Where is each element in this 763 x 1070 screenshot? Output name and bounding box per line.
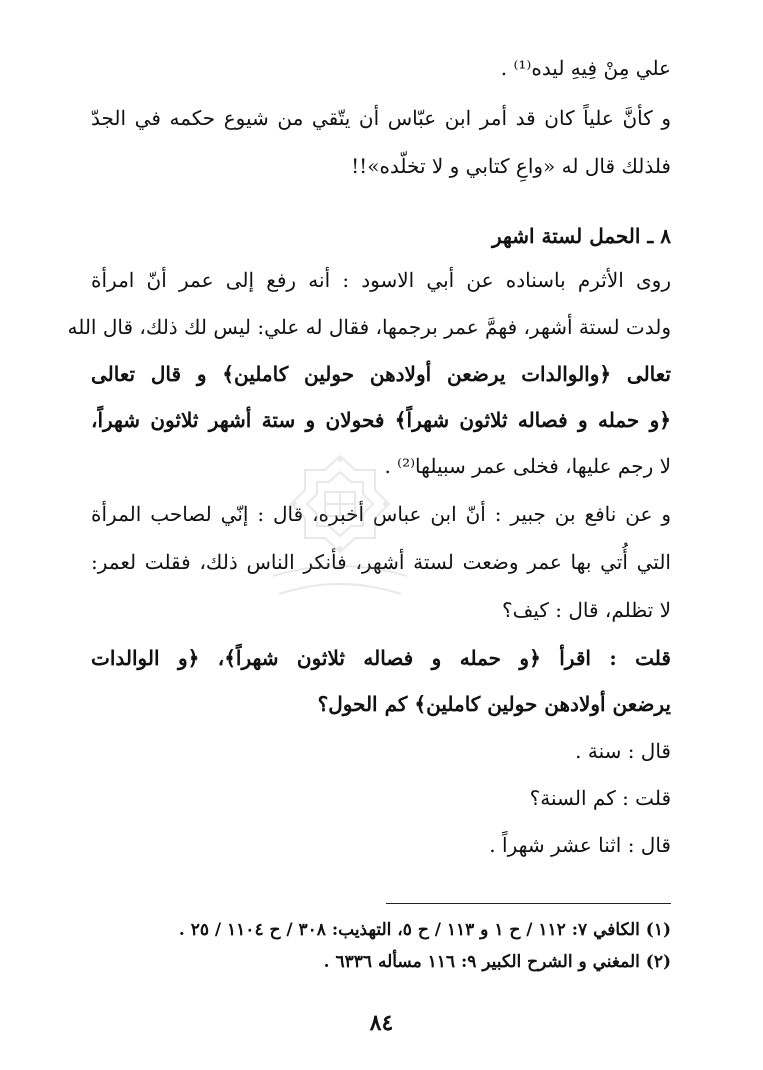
text-line-12: قلت : اقرأ ﴿و حمله و فصاله ثلاثون شهراً﴾، ﴿و الوالدات (91, 646, 671, 670)
text-line-7: ﴿و حمله و فصاله ثلاثون شهراً﴾ فحولان و ستة أشهر ثلاثون شهراً، (91, 408, 671, 432)
text-line-4: روى الأثرم باسناده عن أبي الاسود : أنه رفع إلى عمر أنّ امرأة (91, 268, 671, 292)
text-line-2: و كأنَّ علياً كان قد أمر ابن عبّاس أن يتّقي من شيوع حكمه في الجدّ (91, 106, 671, 130)
text-line-6: تعالى ﴿والوالدات يرضعن أولادهن حولين كاملين﴾ و قال تعالى (91, 362, 671, 386)
text-line-3: فلذلك قال له «واعِ كتابي و لا تخلّده»!! (351, 154, 671, 178)
text-line-14: قال : سنة . (575, 739, 671, 763)
text-line-10: التي أُتي بها عمر وضعت لستة أشهر، فأنكر الناس ذلك، فقلت لعمر: (91, 550, 671, 574)
footnote-separator (386, 903, 671, 904)
page-number: ٨٤ (369, 1010, 394, 1036)
text-line-15: قلت : كم السنة؟ (529, 786, 671, 810)
text-line-5: ولدت لستة أشهر، فهمَّ عمر برجمها، فقال له علي: ليس لك ذلك، قال الله (67, 315, 671, 339)
footnote-2: (٢) المغني و الشرح الكبير ٩: ١١٦ مسأله ٦٣٣٦ . (323, 952, 671, 972)
section-heading: ٨ ـ الحمل لستة اشهر (492, 224, 671, 248)
text-line-16: قال : اثنا عشر شهراً . (489, 833, 671, 857)
text-line-1: علي مِنْ فِيهِ ليده⁽¹⁾ . (500, 56, 671, 80)
text-line-13: يرضعن أولادهن حولين كاملين﴾ كم الحول؟ (317, 692, 671, 716)
text-line-8: لا رجم عليها، فخلى عمر سبيلها⁽²⁾ . (384, 454, 671, 478)
text-line-9: و عن نافع بن جبير : أنّ ابن عباس أخبره، قال : إنّي لصاحب المرأة (91, 502, 671, 526)
footnote-1: (١) الكافي ٧: ١١٢ / ح ١ و ١١٣ / ح ٥، التهذيب: ٣٠٨ / ح ١١٠٤ / ٢٥ . (178, 920, 671, 940)
text-line-11: لا تظلم، قال : كيف؟ (502, 598, 671, 622)
